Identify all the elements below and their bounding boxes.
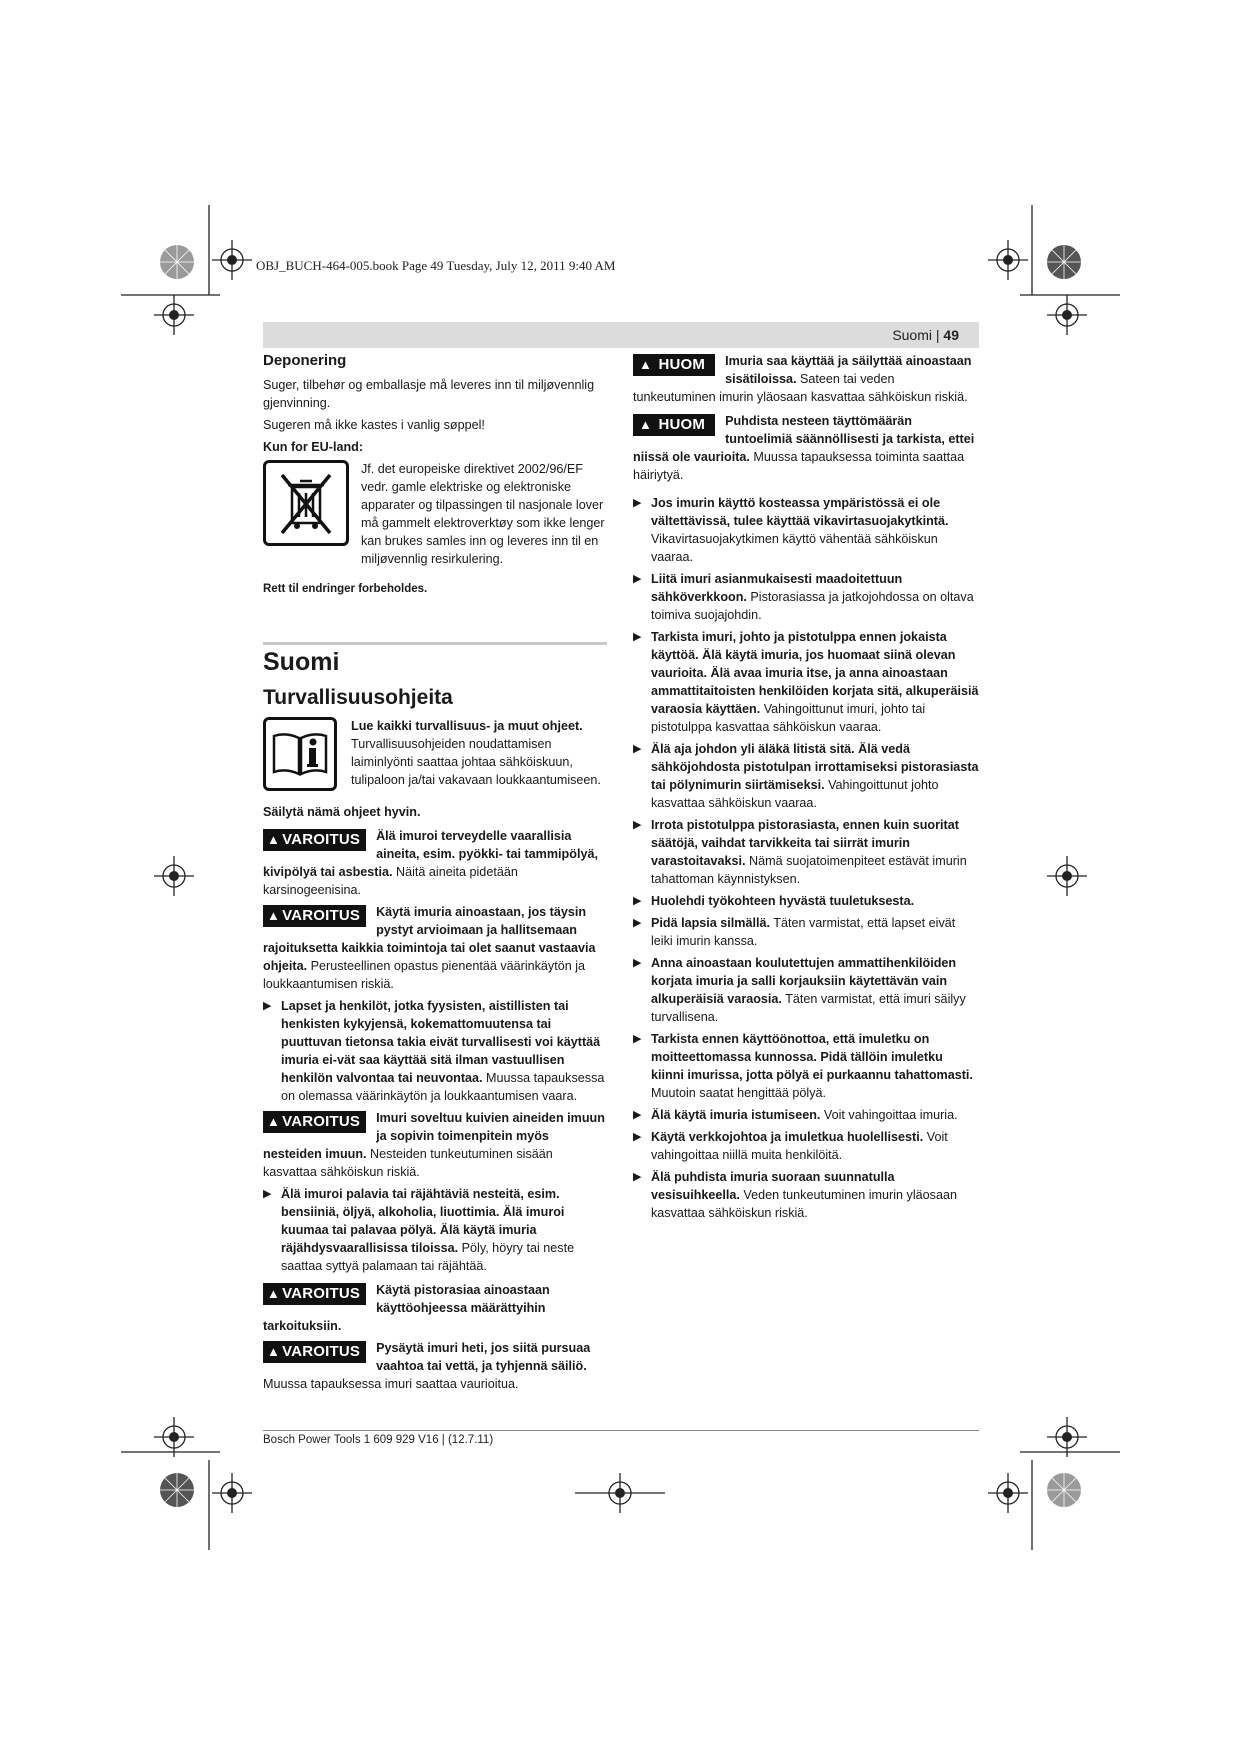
paragraph: Suger, tilbehør og emballasje må leveres inn til miljøvennlig gjenvinning. bbox=[263, 378, 595, 410]
notice-2: ▲ HUOM Puhdista nesteen täyttömäärän tuntoelimiä säännöllisesti ja tarkista, ettei niissä ole vaurioita. Muussa tapauksessa toiminta saattaa häiriytyä. bbox=[633, 414, 975, 482]
warning-triangle-icon: ▲ bbox=[639, 417, 653, 432]
warning-5: ▲ VAROITUS Pysäytä imuri heti, jos siitä pursuaa vaahtoa tai vettä, ja tyhjennä säiliö. Muussa tapauksessa imuri saattaa vaurioitua. bbox=[263, 1341, 591, 1391]
warning-triangle-icon: ▲ bbox=[267, 832, 281, 847]
bullet-arrow-icon: ▶ bbox=[633, 743, 642, 755]
bullet-arrow-icon: ▶ bbox=[633, 895, 642, 907]
list-item: ▶ Anna ainoastaan koulutettujen ammattihenkilöiden korjata imuria ja salli korjauksiin käytettävän vain alkuperäisiä varaosia. Täten varmistat, että imuri säilyy turvallisena. bbox=[633, 956, 966, 1024]
bullet-arrow-icon: ▶ bbox=[263, 1188, 272, 1200]
warning-triangle-icon: ▲ bbox=[639, 357, 653, 372]
warning-triangle-icon: ▲ bbox=[267, 1286, 281, 1301]
warning-badge: ▲ VAROITUS bbox=[263, 1111, 366, 1133]
read-manual-block bbox=[263, 717, 607, 791]
list-item: ▶ Älä imuroi palavia tai räjähtäviä nesteitä, esim. bensiiniä, öljyä, alkoholia, liuottimia. Älä imuroi kuumaa tai palavaa pölyä. Älä käytä imuria räjähdysvaarallisissa tiloissa. Pöly, höyry tai neste saattaa syttyä palamaan tai räjähtää. bbox=[263, 1187, 575, 1273]
list-item: ▶ Älä aja johdon yli äläkä litistä sitä. Älä vedä sähköjohdosta pistotulpan irrottamiseksi pistorasiasta tai pölynimurin siirtämiseksi. Vahingoittunut johto kasvattaa sähköiskun vaaraa. bbox=[633, 742, 979, 810]
warning-2: ▲ VAROITUS Käytä imuria ainoastaan, jos täysin pystyt arvioimaan ja hallitsemaan rajoituksetta kaikkia toimintoja tai olet saanut vastaavia ohjeita. Perusteellinen opastus pienentää väärinkäytön ja loukkaantumisen riskiä. bbox=[263, 905, 596, 991]
bullet-arrow-icon: ▶ bbox=[633, 1171, 642, 1183]
bullet-arrow-icon: ▶ bbox=[633, 497, 642, 509]
running-header bbox=[892, 327, 959, 343]
bullet-arrow-icon: ▶ bbox=[633, 917, 642, 929]
bullet-arrow-icon: ▶ bbox=[633, 819, 642, 831]
section-divider bbox=[263, 642, 607, 645]
safety-bullet-list bbox=[633, 494, 979, 1222]
footer-rule bbox=[263, 1430, 979, 1431]
list-item: ▶ Tarkista ennen käyttöönottoa, että imuletku on moitteettomassa kunnossa. Pidä tällöin imuletku kiinni imurissa, jotta pölyä ei purkaannu tahattomasti. Muutoin saatat hengittää pölyä. bbox=[633, 1032, 973, 1100]
list-item: ▶ Älä käytä imuria istumiseen. Voit vahingoittaa imuria. bbox=[633, 1108, 958, 1122]
header-bar bbox=[263, 322, 979, 348]
notice-badge: ▲ HUOM bbox=[633, 414, 715, 436]
safety-title: Turvallisuusohjeita bbox=[263, 686, 453, 709]
warning-badge: ▲ VAROITUS bbox=[263, 829, 366, 851]
bullet-arrow-icon: ▶ bbox=[263, 1000, 272, 1012]
suomi-title: Suomi bbox=[263, 648, 340, 676]
header-separator: | bbox=[935, 327, 940, 343]
warning-badge: ▲ VAROITUS bbox=[263, 1283, 366, 1305]
list-item: ▶ Liitä imuri asianmukaisesti maadoitettuun sähköverkkoon. Pistorasiassa ja jatkojohdossa on oltava toimiva suojajohdin. bbox=[633, 572, 974, 622]
notice-1: ▲ HUOM Imuria saa käyttää ja säilyttää ainoastaan sisätiloissa. Sateen tai veden tunkeutuminen imurin yläosaan kasvattaa sähköiskun riskiä. bbox=[633, 354, 972, 404]
bullet-arrow-icon: ▶ bbox=[633, 957, 642, 969]
warning-4: ▲ VAROITUS Käytä pistorasiaa ainoastaan käyttöohjeessa määrättyihin tarkoituksiin. bbox=[263, 1283, 550, 1333]
weee-crossed-bin-icon bbox=[263, 460, 349, 546]
deponering-heading: Deponering bbox=[263, 352, 347, 369]
bullet-arrow-icon: ▶ bbox=[633, 573, 642, 585]
right-column bbox=[633, 352, 979, 1226]
warning-1: ▲ VAROITUS Älä imuroi terveydelle vaarallisia aineita, esim. pyökki- tai tammipölyä, kivipölyä tai asbestia. Näitä aineita pidetään karsinogeenisina. bbox=[263, 829, 598, 897]
rett-note: Rett til endringer forbeholdes. bbox=[263, 583, 428, 595]
bullet-arrow-icon: ▶ bbox=[633, 631, 642, 643]
bullet-arrow-icon: ▶ bbox=[633, 1131, 642, 1143]
warning-badge: ▲ VAROITUS bbox=[263, 1341, 366, 1363]
footer-text: Bosch Power Tools 1 609 929 V16 | (12.7.11) bbox=[263, 1434, 494, 1446]
page-number: 49 bbox=[943, 327, 959, 343]
list-item: ▶ Irrota pistotulppa pistorasiasta, ennen kuin suoritat säätöjä, vaihdat tarvikkeita tai siirrät imurin varastoitavaksi. Nämä suojatoimenpiteet estävät imurin tahattoman käynnistyksen. bbox=[633, 818, 967, 886]
list-item: ▶ Lapset ja henkilöt, jotka fyysisten, aistillisten tai henkisten kykyjensä, kokemattomuutensa tai puuttuvan tietonsa takia eivät turvallisesti voi käyttää imuria ei-vät saa käyttää sitä ilman vastuullisen henkilön valvontaa tai neuvontaa. Muussa tapauksessa on olemassa väärinkäytön ja loukkaantumisen vaara. bbox=[263, 999, 605, 1103]
list-item: ▶ Pidä lapsia silmällä. Täten varmistat, että lapset eivät leiki imurin kanssa. bbox=[633, 916, 956, 948]
save-instructions: Säilytä nämä ohjeet hyvin. bbox=[263, 805, 421, 819]
eu-text: Jf. det europeiske direktivet 2002/96/EF vedr. gamle elektriske og elektroniske apparater og tilpassingen til nasjonale lover må gammelt elektroverktøy som ikke lenger kan brukes samles inn og leveres inn til en miljøvennlig resirkulering. bbox=[361, 462, 605, 566]
warning-triangle-icon: ▲ bbox=[267, 1344, 281, 1359]
bullet-arrow-icon: ▶ bbox=[633, 1109, 642, 1121]
list-item: ▶ Käytä verkkojohtoa ja imuletkua huolellisesti. Voit vahingoittaa niillä muita henkilöitä. bbox=[633, 1130, 948, 1162]
notice-badge: ▲ HUOM bbox=[633, 354, 715, 376]
list-item: ▶ Tarkista imuri, johto ja pistotulppa ennen jokaista käyttöä. Älä käytä imuria, jos huomaat siinä olevan vaurioita. Älä avaa imuria itse, ja anna ainoastaan ammattitaitoisten henkilöiden korjata sitä, alkuperäisiä varaosia käyttäen. Vahingoittunut imuri, johto tai pistotulppa kasvattaa sähköiskun vaaraa. bbox=[633, 630, 979, 734]
list-item: ▶ Älä puhdista imuria suoraan suunnatulla vesisuihkeella. Veden tunkeutuminen imurin yläosaan kasvattaa sähköiskun riskiä. bbox=[633, 1170, 957, 1220]
eu-block bbox=[263, 460, 607, 568]
bullet-arrow-icon: ▶ bbox=[633, 1033, 642, 1045]
read-manual-icon bbox=[263, 717, 337, 791]
eu-heading: Kun for EU-land: bbox=[263, 440, 364, 454]
paragraph: Sugeren må ikke kastes i vanlig søppel! bbox=[263, 418, 485, 432]
print-slug: OBJ_BUCH-464-005.book Page 49 Tuesday, July 12, 2011 9:40 AM bbox=[256, 258, 616, 273]
left-column bbox=[263, 352, 607, 1393]
warning-triangle-icon: ▲ bbox=[267, 908, 281, 923]
warning-badge: ▲ VAROITUS bbox=[263, 905, 366, 927]
header-section: Suomi bbox=[892, 327, 932, 343]
warning-triangle-icon: ▲ bbox=[267, 1114, 281, 1129]
read-instructions: Lue kaikki turvallisuus- ja muut ohjeet. Turvallisuusohjeiden noudattamisen laiminlyönti saattaa johtaa sähköiskuun, tulipaloon ja/tai vakavaan loukkaantumiseen. bbox=[351, 719, 601, 787]
list-item: ▶ Huolehdi työkohteen hyvästä tuuletuksesta. bbox=[633, 894, 915, 908]
list-item: ▶ Jos imurin käyttö kosteassa ympäristössä ei ole vältettävissä, tulee käyttää vikavirtasuojakytkintä. Vikavirtasuojakytkimen käyttö vähentää sähköiskun vaaraa. bbox=[633, 496, 949, 564]
warning-3: ▲ VAROITUS Imuri soveltuu kuivien aineiden imuun ja sopivin toimenpitein myös nesteiden imuun. Nesteiden tunkeutuminen sisään kasvattaa sähköiskun riskiä. bbox=[263, 1111, 605, 1179]
